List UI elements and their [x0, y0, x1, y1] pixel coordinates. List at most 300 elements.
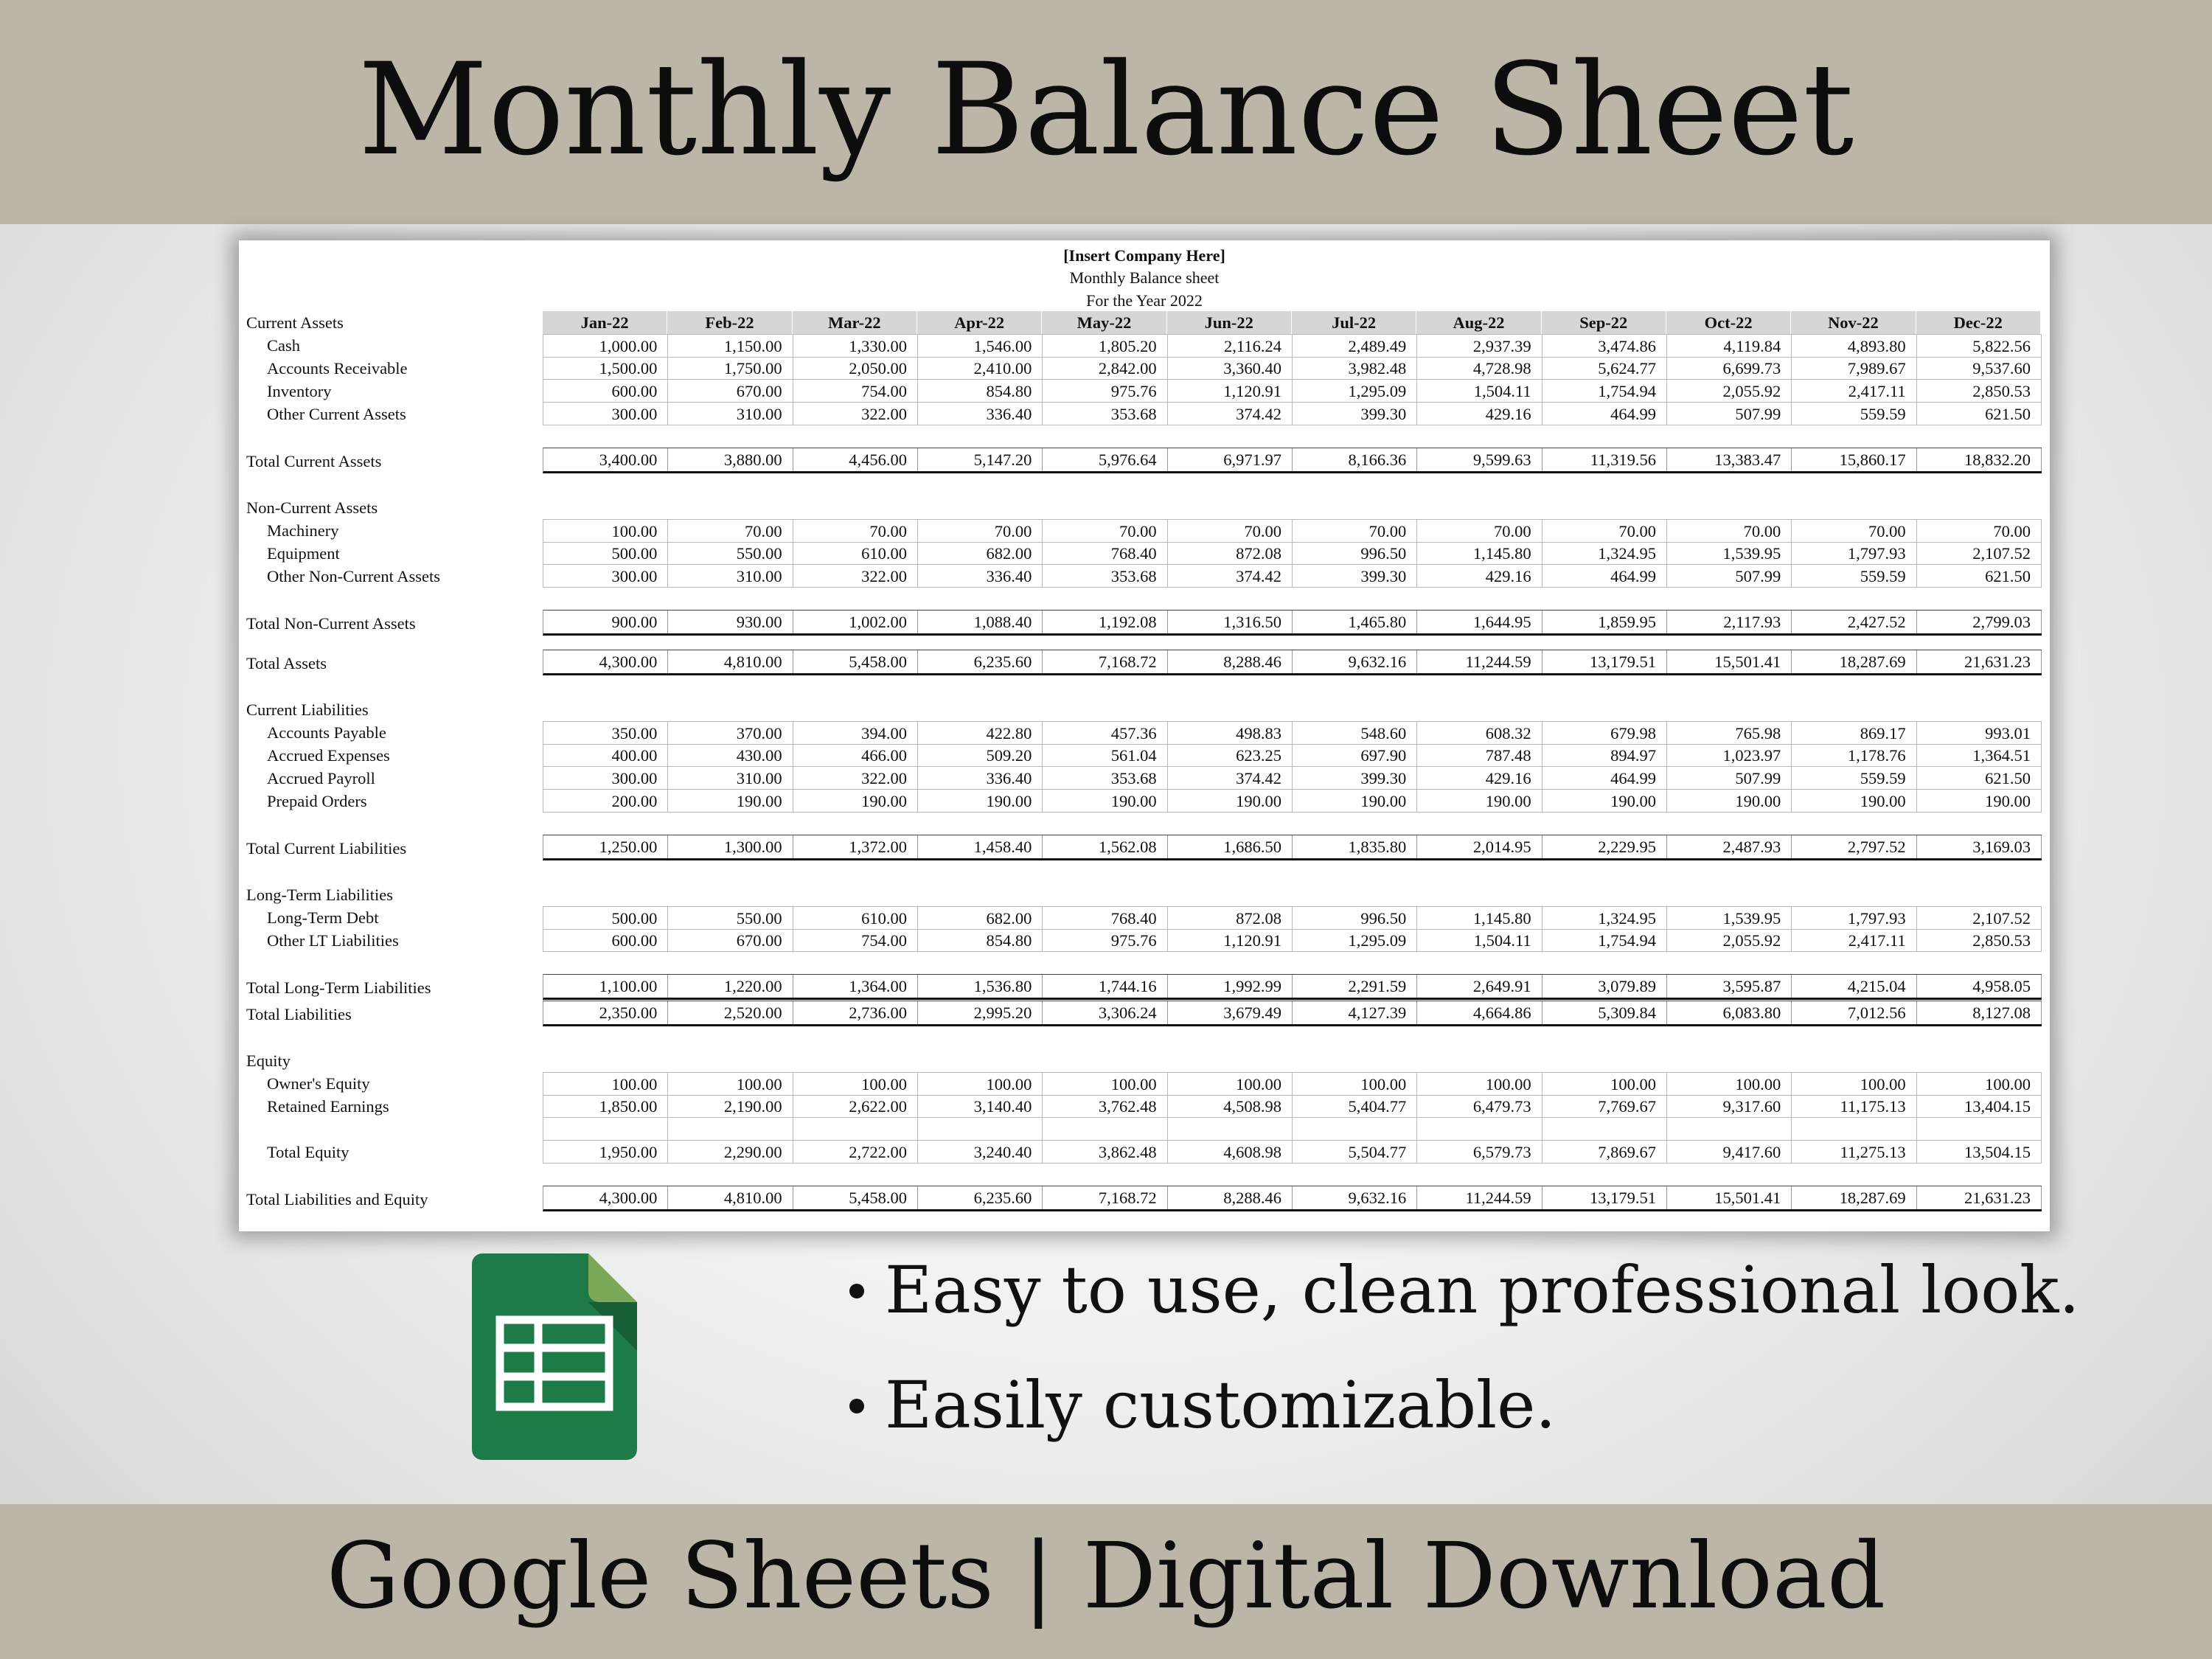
page-title: Monthly Balance Sheet: [358, 35, 1854, 184]
value-cell: 1,465.80: [1293, 611, 1417, 633]
value-cell: 3,595.87: [1667, 975, 1792, 998]
spacer-row: [239, 1027, 2050, 1049]
table-row: [239, 929, 2050, 952]
value-cell: 1,504.11: [1417, 380, 1542, 403]
value-cell: [1792, 1118, 1916, 1141]
row-label: Total Equity: [267, 1143, 349, 1161]
value-cell: 4,119.84: [1667, 335, 1792, 358]
value-cell: 498.83: [1168, 722, 1293, 745]
value-cell: 3,306.24: [1043, 1001, 1167, 1024]
value-cell: 3,240.40: [918, 1141, 1043, 1164]
total-row: [239, 610, 2050, 636]
total-row: [239, 974, 2050, 1001]
value-cell: 300.00: [543, 403, 668, 425]
value-cell: 500.00: [543, 542, 668, 565]
row-label: Cash: [267, 336, 300, 355]
value-cell: 1,504.11: [1417, 929, 1542, 952]
value-cell: 310.00: [668, 565, 793, 588]
value-cell: 6,479.73: [1417, 1095, 1542, 1118]
value-cell: 1,316.50: [1168, 611, 1293, 633]
value-cell: 4,456.00: [793, 448, 918, 471]
value-cell: 3,079.89: [1543, 975, 1667, 998]
value-cell: 670.00: [668, 380, 793, 403]
value-cell: 854.80: [918, 929, 1043, 952]
table-row: [239, 334, 2050, 357]
value-cell: 610.00: [793, 907, 918, 930]
table-row: [239, 767, 2050, 790]
balance-sheet-screenshot: [239, 240, 2050, 1231]
value-cell: 4,300.00: [543, 650, 668, 673]
value-cell: 5,309.84: [1543, 1001, 1667, 1024]
value-cell: 374.42: [1168, 767, 1293, 790]
value-cell: 4,508.98: [1168, 1095, 1293, 1118]
value-cell: 1,859.95: [1543, 611, 1667, 633]
value-cell: 11,244.59: [1417, 1186, 1542, 1209]
value-cell: [1168, 1118, 1293, 1141]
row-label: Total Liabilities: [246, 1005, 352, 1023]
value-cell: [668, 1118, 793, 1141]
value-cell: 550.00: [668, 907, 793, 930]
value-cell: 429.16: [1417, 767, 1542, 790]
value-cell: 370.00: [668, 722, 793, 745]
spacer-row: [239, 636, 2050, 650]
value-cell: 561.04: [1043, 744, 1167, 767]
value-cell: 8,127.08: [1917, 1001, 2042, 1024]
row-label: Total Assets: [246, 654, 327, 672]
value-cell: 2,291.59: [1293, 975, 1417, 998]
bullet-customizable: [849, 1368, 2177, 1442]
value-cell: 4,664.86: [1417, 1001, 1542, 1024]
value-cell: 1,150.00: [668, 335, 793, 358]
value-cell: 4,728.98: [1417, 357, 1542, 380]
value-cell: 500.00: [543, 907, 668, 930]
row-label: Equipment: [267, 544, 340, 563]
value-cell: 4,300.00: [543, 1186, 668, 1209]
spacer-row: [239, 676, 2050, 698]
value-cell: [793, 1118, 918, 1141]
value-cell: 2,410.00: [918, 357, 1043, 380]
value-cell: 400.00: [543, 744, 668, 767]
table-row: [239, 721, 2050, 744]
value-cell: 559.59: [1792, 767, 1916, 790]
value-cell: 900.00: [543, 611, 668, 633]
value-cell: 1,145.80: [1417, 542, 1542, 565]
value-cell: 7,869.67: [1543, 1141, 1667, 1164]
value-cell: 300.00: [543, 767, 668, 790]
value-cell: 310.00: [668, 767, 793, 790]
table-row: [239, 906, 2050, 929]
value-cell: 70.00: [1792, 520, 1916, 543]
value-cell: 1,458.40: [918, 835, 1043, 858]
value-cell: 754.00: [793, 380, 918, 403]
value-cell: 2,799.03: [1917, 611, 2042, 633]
value-cell: 13,404.15: [1917, 1095, 2042, 1118]
value-cell: 894.97: [1543, 744, 1667, 767]
month-header-cell: Feb-22: [667, 311, 792, 334]
row-label: Accrued Expenses: [267, 746, 390, 765]
value-cell: 100.00: [668, 1073, 793, 1096]
value-cell: 7,012.56: [1792, 1001, 1916, 1024]
value-cell: 2,417.11: [1792, 929, 1916, 952]
value-cell: 310.00: [668, 403, 793, 425]
table-row: [239, 1118, 2050, 1141]
value-cell: 336.40: [918, 767, 1043, 790]
value-cell: 11,275.13: [1792, 1141, 1916, 1164]
value-cells: [543, 1186, 2042, 1211]
value-cell: 975.76: [1043, 380, 1167, 403]
value-cell: 190.00: [1043, 790, 1167, 813]
value-cell: 768.40: [1043, 542, 1167, 565]
value-cell: 6,235.60: [918, 650, 1043, 673]
value-cell: 1,546.00: [918, 335, 1043, 358]
value-cell: 190.00: [1667, 790, 1792, 813]
value-cell: 322.00: [793, 403, 918, 425]
table-row: [239, 565, 2050, 588]
total-row: [239, 650, 2050, 676]
value-cell: [918, 1118, 1043, 1141]
value-cell: 1,364.51: [1917, 744, 2042, 767]
value-cell: 5,504.77: [1293, 1141, 1417, 1164]
row-label: Long-Term Debt: [267, 908, 379, 927]
value-cell: 190.00: [668, 790, 793, 813]
value-cell: 1,324.95: [1543, 542, 1667, 565]
value-cell: 6,699.73: [1667, 357, 1792, 380]
value-cell: 621.50: [1917, 565, 2042, 588]
value-cell: 765.98: [1667, 722, 1792, 745]
value-cell: 190.00: [918, 790, 1043, 813]
row-label: Accounts Payable: [267, 723, 386, 742]
value-cell: 4,608.98: [1168, 1141, 1293, 1164]
value-cell: 3,474.86: [1543, 335, 1667, 358]
value-cell: 8,288.46: [1168, 650, 1293, 673]
value-cell: 600.00: [543, 929, 668, 952]
value-cell: [1043, 1118, 1167, 1141]
value-cell: 2,622.00: [793, 1095, 918, 1118]
value-cell: 2,417.11: [1792, 380, 1916, 403]
value-cell: 100.00: [1917, 1073, 2042, 1096]
value-cell: 6,971.97: [1168, 448, 1293, 471]
footer-text: Google Sheets | Digital Download: [326, 1523, 1886, 1630]
value-cell: 4,893.80: [1792, 335, 1916, 358]
value-cell: 1,754.94: [1543, 929, 1667, 952]
value-cell: 754.00: [793, 929, 918, 952]
value-cell: 4,215.04: [1792, 975, 1916, 998]
value-cell: 190.00: [793, 790, 918, 813]
value-cell: 399.30: [1293, 767, 1417, 790]
value-cell: 1,992.99: [1168, 975, 1293, 998]
value-cell: 422.80: [918, 722, 1043, 745]
bullet-text: Easily customizable.: [885, 1367, 1557, 1443]
value-cell: 2,427.52: [1792, 611, 1916, 633]
value-cell: 507.99: [1667, 767, 1792, 790]
value-cell: 457.36: [1043, 722, 1167, 745]
row-label: Long-Term Liabilities: [246, 886, 393, 904]
spacer-row: [239, 474, 2050, 496]
value-cell: 621.50: [1917, 767, 2042, 790]
value-cell: 70.00: [668, 520, 793, 543]
value-cell: 11,175.13: [1792, 1095, 1916, 1118]
value-cell: 6,579.73: [1417, 1141, 1542, 1164]
value-cell: 2,797.52: [1792, 835, 1916, 858]
value-cell: 8,288.46: [1168, 1186, 1293, 1209]
value-cell: 2,520.00: [668, 1001, 793, 1024]
row-label: Other Non-Current Assets: [267, 567, 440, 585]
value-cell: 600.00: [543, 380, 668, 403]
value-cell: 429.16: [1417, 403, 1542, 425]
value-cell: 5,404.77: [1293, 1095, 1417, 1118]
table-row: [239, 380, 2050, 403]
value-cell: 374.42: [1168, 403, 1293, 425]
section-row: [239, 496, 2050, 519]
value-cell: 3,762.48: [1043, 1095, 1167, 1118]
value-cell: 7,989.67: [1792, 357, 1916, 380]
value-cell: 100.00: [1168, 1073, 1293, 1096]
value-cell: 100.00: [1043, 1073, 1167, 1096]
value-cell: 1,562.08: [1043, 835, 1167, 858]
row-label: Total Current Liabilities: [246, 839, 407, 858]
value-cells: [543, 906, 2042, 930]
value-cell: 4,810.00: [668, 650, 793, 673]
value-cell: 70.00: [1293, 520, 1417, 543]
value-cell: 190.00: [1792, 790, 1916, 813]
value-cells: [543, 1095, 2042, 1118]
value-cell: 9,537.60: [1917, 357, 2042, 380]
value-cell: 872.08: [1168, 907, 1293, 930]
row-label: Accounts Receivable: [267, 359, 408, 378]
row-label: Current Liabilities: [246, 700, 369, 719]
value-cells: [543, 650, 2042, 675]
value-cell: 5,458.00: [793, 1186, 918, 1209]
value-cell: 9,417.60: [1667, 1141, 1792, 1164]
value-cell: 15,501.41: [1667, 650, 1792, 673]
value-cell: 3,880.00: [668, 448, 793, 471]
value-cell: 464.99: [1543, 767, 1667, 790]
month-header-cell: Jan-22: [543, 311, 667, 334]
value-cells: [543, 835, 2042, 860]
month-header-cell: May-22: [1042, 311, 1166, 334]
value-cell: 1,023.97: [1667, 744, 1792, 767]
value-cell: 2,190.00: [668, 1095, 793, 1118]
value-cell: 1,192.08: [1043, 611, 1167, 633]
month-header-cell: Sep-22: [1542, 311, 1666, 334]
row-label: Total Long-Term Liabilities: [246, 978, 431, 997]
value-cell: 697.90: [1293, 744, 1417, 767]
value-cell: 70.00: [1417, 520, 1542, 543]
value-cell: 399.30: [1293, 403, 1417, 425]
row-label: Inventory: [267, 382, 332, 400]
value-cell: 4,127.39: [1293, 1001, 1417, 1024]
value-cell: 190.00: [1168, 790, 1293, 813]
value-cell: 70.00: [1168, 520, 1293, 543]
row-label: Accrued Payroll: [267, 769, 375, 787]
value-cell: 322.00: [793, 767, 918, 790]
value-cell: 190.00: [1417, 790, 1542, 813]
month-header-cell: Jul-22: [1292, 311, 1416, 334]
value-cell: 2,649.91: [1417, 975, 1542, 998]
table-row: [239, 744, 2050, 767]
value-cells: [543, 767, 2042, 790]
value-cell: 1,500.00: [543, 357, 668, 380]
value-cell: 1,835.80: [1293, 835, 1417, 858]
value-cells: [543, 403, 2042, 425]
value-cell: 2,050.00: [793, 357, 918, 380]
value-cell: 1,220.00: [668, 975, 793, 998]
value-cell: 3,982.48: [1293, 357, 1417, 380]
row-label: Current Assets: [246, 313, 344, 332]
value-cell: 1,145.80: [1417, 907, 1542, 930]
value-cell: 993.01: [1917, 722, 2042, 745]
value-cells: [543, 334, 2042, 358]
value-cells: [543, 974, 2042, 1000]
value-cell: 2,487.93: [1667, 835, 1792, 858]
value-cell: 869.17: [1792, 722, 1916, 745]
month-header: [543, 311, 2041, 334]
value-cells: [543, 1141, 2042, 1164]
table-row: [239, 1095, 2050, 1118]
value-cell: 4,810.00: [668, 1186, 793, 1209]
value-cell: 2,722.00: [793, 1141, 918, 1164]
value-cell: 930.00: [668, 611, 793, 633]
value-cell: 2,842.00: [1043, 357, 1167, 380]
table-row: [239, 542, 2050, 565]
value-cells: [543, 1118, 2042, 1141]
value-cell: 9,632.16: [1293, 1186, 1417, 1209]
value-cell: 670.00: [668, 929, 793, 952]
value-cell: 6,083.80: [1667, 1001, 1792, 1024]
value-cell: 464.99: [1543, 565, 1667, 588]
sheet-title: Monthly Balance sheet: [1069, 268, 1220, 287]
month-header-cell: Aug-22: [1416, 311, 1541, 334]
bullet-dot: [849, 1399, 864, 1413]
value-cell: 70.00: [918, 520, 1043, 543]
row-label: Machinery: [267, 521, 339, 540]
value-cell: 6,235.60: [918, 1186, 1043, 1209]
row-label: Total Current Assets: [246, 452, 382, 470]
value-cell: 100.00: [1667, 1073, 1792, 1096]
bullet-dot: [849, 1284, 864, 1298]
value-cell: 100.00: [1417, 1073, 1542, 1096]
value-cell: 9,599.63: [1417, 448, 1542, 471]
spacer-row: [239, 1164, 2050, 1186]
table-row: [239, 403, 2050, 425]
total-row: [239, 835, 2050, 861]
value-cell: 100.00: [543, 520, 668, 543]
value-cell: 2,107.52: [1917, 907, 2042, 930]
value-cell: 768.40: [1043, 907, 1167, 930]
value-cell: 190.00: [1543, 790, 1667, 813]
value-cell: 4,958.05: [1917, 975, 2042, 998]
value-cell: 100.00: [1543, 1073, 1667, 1096]
section-row: [239, 1049, 2050, 1072]
value-cell: 682.00: [918, 907, 1043, 930]
value-cell: 1,300.00: [668, 835, 793, 858]
value-cell: 70.00: [1917, 520, 2042, 543]
value-cell: 322.00: [793, 565, 918, 588]
value-cell: 350.00: [543, 722, 668, 745]
value-cell: 507.99: [1667, 403, 1792, 425]
value-cell: 3,360.40: [1168, 357, 1293, 380]
row-label: Non-Current Assets: [246, 498, 378, 517]
bullet-text: Easy to use, clean professional look.: [885, 1252, 2080, 1328]
section-row: [239, 698, 2050, 721]
value-cell: 15,501.41: [1667, 1186, 1792, 1209]
value-cell: 2,229.95: [1543, 835, 1667, 858]
bullet-easy-to-use: [849, 1253, 2177, 1327]
value-cell: 15,860.17: [1792, 448, 1916, 471]
value-cells: [543, 790, 2042, 813]
value-cell: 100.00: [918, 1073, 1043, 1096]
value-cell: 679.98: [1543, 722, 1667, 745]
total-row: [239, 1001, 2050, 1027]
value-cell: 608.32: [1417, 722, 1542, 745]
value-cell: [1417, 1118, 1542, 1141]
table-row: [239, 790, 2050, 813]
month-header-cell: Dec-22: [1916, 311, 2041, 334]
value-cell: 2,055.92: [1667, 929, 1792, 952]
value-cell: 200.00: [543, 790, 668, 813]
value-cell: 509.20: [918, 744, 1043, 767]
value-cell: 70.00: [1667, 520, 1792, 543]
value-cell: 975.76: [1043, 929, 1167, 952]
balance-table: [239, 311, 2050, 1212]
value-cell: 1,330.00: [793, 335, 918, 358]
value-cell: 100.00: [1792, 1073, 1916, 1096]
value-cell: 1,120.91: [1168, 929, 1293, 952]
value-cell: 548.60: [1293, 722, 1417, 745]
value-cell: 1,539.95: [1667, 542, 1792, 565]
section-row: [239, 883, 2050, 906]
value-cell: 1,686.50: [1168, 835, 1293, 858]
value-cell: 18,832.20: [1917, 448, 2042, 471]
value-cell: 8,166.36: [1293, 448, 1417, 471]
value-cell: 2,350.00: [543, 1001, 668, 1024]
value-cell: 1,539.95: [1667, 907, 1792, 930]
row-label: Total Liabilities and Equity: [246, 1190, 428, 1208]
row-label: Owner's Equity: [267, 1074, 370, 1093]
row-label: Prepaid Orders: [267, 792, 367, 810]
value-cell: 3,140.40: [918, 1095, 1043, 1118]
value-cell: 100.00: [543, 1073, 668, 1096]
row-label: Retained Earnings: [267, 1097, 389, 1116]
value-cell: 466.00: [793, 744, 918, 767]
value-cell: 100.00: [793, 1073, 918, 1096]
value-cell: 190.00: [1917, 790, 2042, 813]
value-cell: 1,750.00: [668, 357, 793, 380]
value-cell: 190.00: [1293, 790, 1417, 813]
value-cells: [543, 380, 2042, 403]
value-cells: [543, 519, 2042, 543]
value-cell: 399.30: [1293, 565, 1417, 588]
value-cell: 21,631.23: [1917, 650, 2042, 673]
table-row: [239, 1072, 2050, 1095]
value-cell: 621.50: [1917, 403, 2042, 425]
value-cell: 2,489.49: [1293, 335, 1417, 358]
value-cell: 7,769.67: [1543, 1095, 1667, 1118]
total-row: [239, 448, 2050, 474]
value-cell: 559.59: [1792, 403, 1916, 425]
month-header-cell: Mar-22: [793, 311, 917, 334]
google-sheets-icon: [472, 1253, 637, 1460]
value-cell: 2,055.92: [1667, 380, 1792, 403]
value-cell: [543, 1118, 668, 1141]
table-row: [239, 519, 2050, 542]
value-cells: [543, 1072, 2042, 1096]
spacer-row: [239, 813, 2050, 835]
total-row: [239, 1186, 2050, 1212]
value-cell: 2,995.20: [918, 1001, 1043, 1024]
value-cell: 3,862.48: [1043, 1141, 1167, 1164]
value-cell: 7,168.72: [1043, 650, 1167, 673]
